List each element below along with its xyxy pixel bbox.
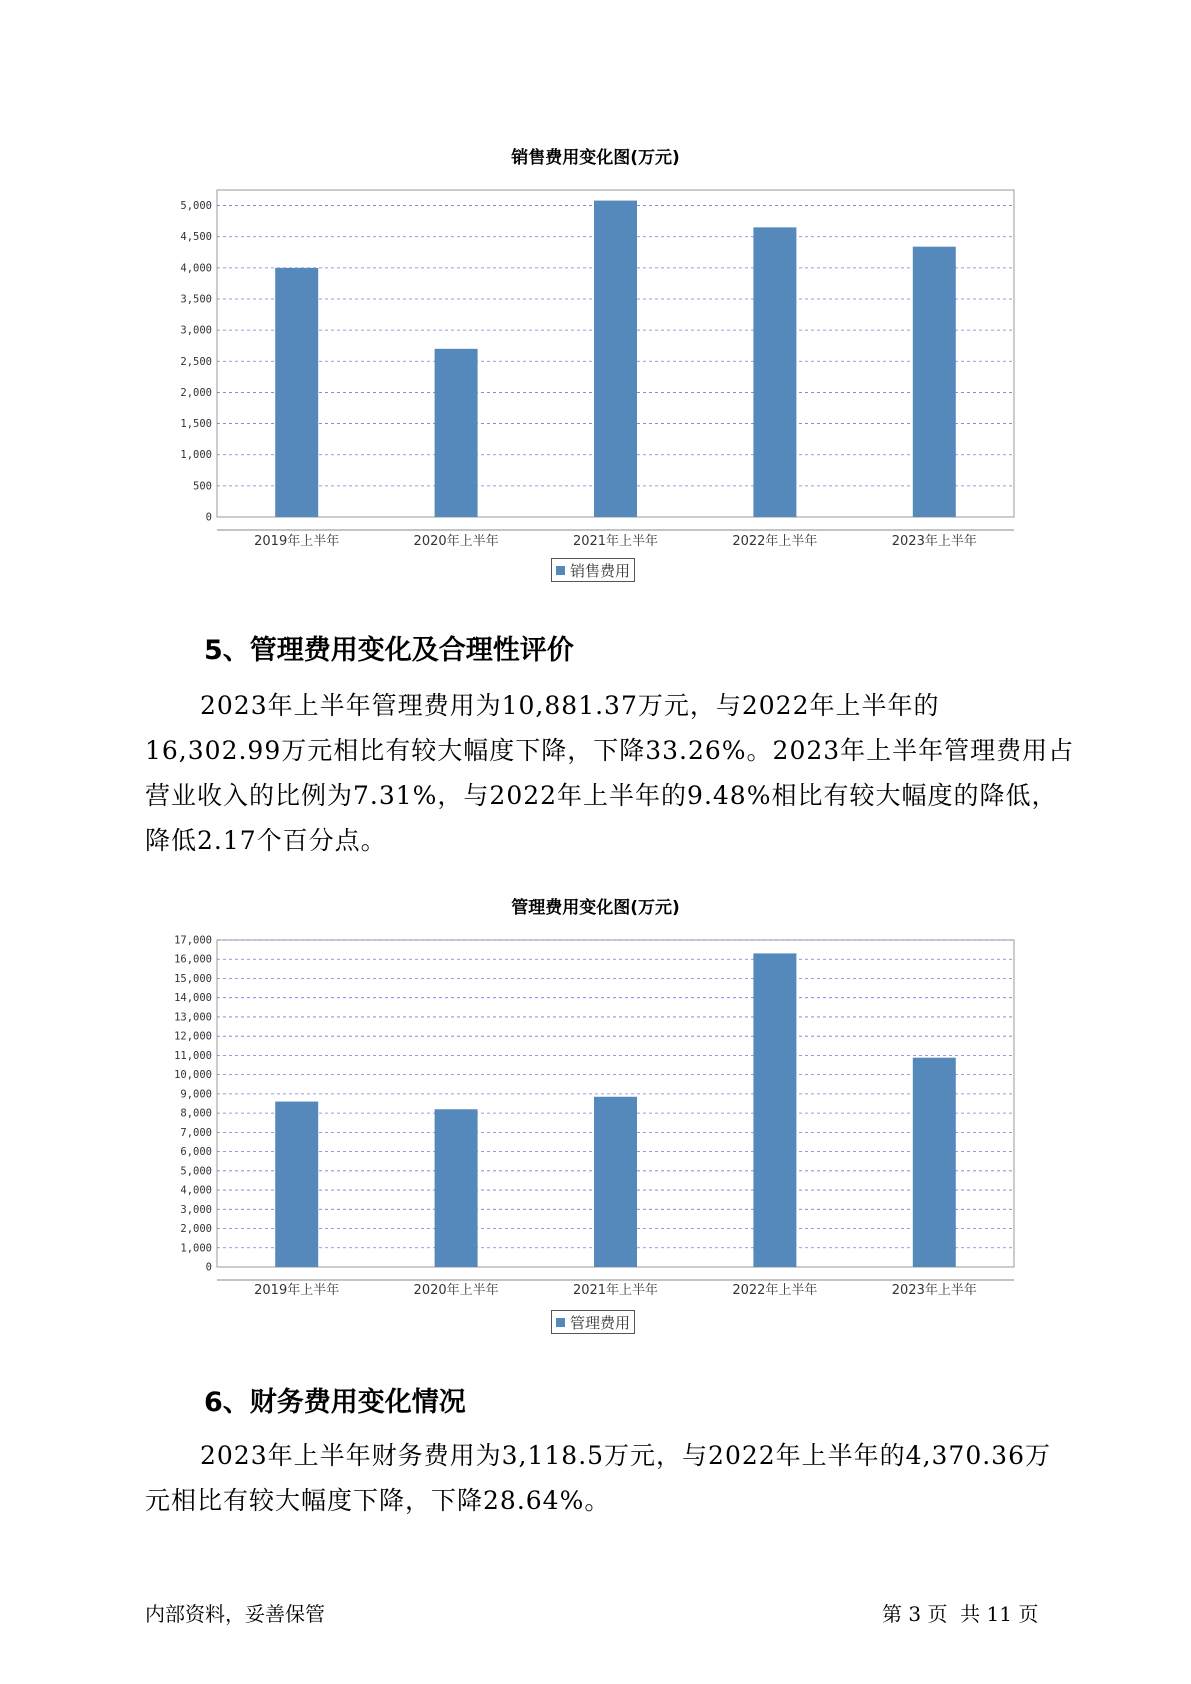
chart1-legend-label: 销售费用 xyxy=(570,561,631,580)
x-tick-label: 2021年上半年 xyxy=(572,1283,659,1298)
y-tick-label: 7,000 xyxy=(180,1126,212,1139)
y-tick-label: 6,000 xyxy=(180,1146,212,1159)
y-tick-label: 17,000 xyxy=(174,934,212,947)
y-tick-label: 9,000 xyxy=(180,1088,212,1101)
sales-expense-chart xyxy=(0,180,1191,580)
y-tick-label: 2,000 xyxy=(180,1223,212,1236)
section6-text: 2023年上半年财务费用为3,118.5万元，与2022年上半年的4,370.36万元相比有较大幅度下降，下降28.64%。 xyxy=(145,1441,1051,1515)
x-tick-label: 2019年上半年 xyxy=(254,534,340,549)
x-tick-label: 2020年上半年 xyxy=(413,1283,499,1298)
bar xyxy=(913,1058,956,1267)
bar xyxy=(435,1109,478,1267)
chart1-legend xyxy=(551,558,635,582)
bar xyxy=(435,349,478,517)
bar xyxy=(275,1102,318,1267)
y-tick-label: 10,000 xyxy=(174,1069,212,1082)
x-tick-label: 2022年上半年 xyxy=(732,1283,818,1298)
x-tick-label: 2019年上半年 xyxy=(254,1283,340,1298)
y-tick-label: 4,500 xyxy=(180,231,212,244)
y-tick-label: 3,000 xyxy=(180,324,212,337)
y-tick-label: 14,000 xyxy=(174,992,212,1005)
y-tick-label: 4,000 xyxy=(180,1184,212,1197)
section5-text: 2023年上半年管理费用为10,881.37万元，与2022年上半年的16,302.99万元相比有较大幅度下降，下降33.26%。2023年上半年管理费用占营业收入的比例为7.31%，与2022年上半年的9.48%相比有较大幅度的降低，降低2.17个百分点。 xyxy=(145,691,1075,855)
chart2-legend xyxy=(551,1310,635,1334)
footer-page-number: 第 3 页 共 11 页 xyxy=(882,1602,1039,1626)
y-tick-label: 1,000 xyxy=(180,1242,212,1255)
bar xyxy=(913,247,956,517)
y-tick-label: 11,000 xyxy=(174,1049,212,1062)
chart2-title: 管理费用变化图(万元) xyxy=(511,898,680,918)
section6-heading: 6、财务费用变化情况 xyxy=(204,1387,466,1418)
y-tick-label: 8,000 xyxy=(180,1107,212,1120)
section6-paragraph xyxy=(145,1433,1075,1523)
y-tick-label: 15,000 xyxy=(174,972,212,985)
y-tick-label: 16,000 xyxy=(174,953,212,966)
x-tick-label: 2023年上半年 xyxy=(891,1283,977,1298)
bar xyxy=(275,268,318,517)
y-tick-label: 4,000 xyxy=(180,262,212,275)
bar xyxy=(753,953,796,1267)
y-tick-label: 3,000 xyxy=(180,1203,212,1216)
y-tick-label: 0 xyxy=(205,511,212,524)
admin-expense-chart xyxy=(0,925,1191,1325)
y-tick-label: 3,500 xyxy=(180,293,212,306)
bar xyxy=(753,227,796,517)
bar xyxy=(594,1097,637,1267)
footer-confidential-note: 内部资料，妥善保管 xyxy=(145,1602,325,1626)
y-tick-label: 2,500 xyxy=(180,355,212,368)
y-tick-label: 1,000 xyxy=(180,449,212,462)
x-tick-label: 2021年上半年 xyxy=(572,534,659,549)
y-tick-label: 13,000 xyxy=(174,1011,212,1024)
section5-paragraph xyxy=(145,683,1075,863)
x-tick-label: 2022年上半年 xyxy=(732,534,818,549)
chart1-title: 销售费用变化图(万元) xyxy=(511,148,680,168)
y-tick-label: 12,000 xyxy=(174,1030,212,1043)
y-tick-label: 1,500 xyxy=(180,418,212,431)
y-tick-label: 2,000 xyxy=(180,386,212,399)
y-tick-label: 5,000 xyxy=(180,200,212,213)
chart2-legend-label: 管理费用 xyxy=(570,1313,631,1332)
section5-heading: 5、管理费用变化及合理性评价 xyxy=(204,635,574,666)
legend-swatch xyxy=(556,1318,565,1327)
x-tick-label: 2023年上半年 xyxy=(891,534,977,549)
bar xyxy=(594,201,637,517)
y-tick-label: 5,000 xyxy=(180,1165,212,1178)
x-tick-label: 2020年上半年 xyxy=(413,534,499,549)
y-tick-label: 500 xyxy=(193,480,212,493)
y-tick-label: 0 xyxy=(205,1261,212,1274)
legend-swatch xyxy=(556,566,565,575)
